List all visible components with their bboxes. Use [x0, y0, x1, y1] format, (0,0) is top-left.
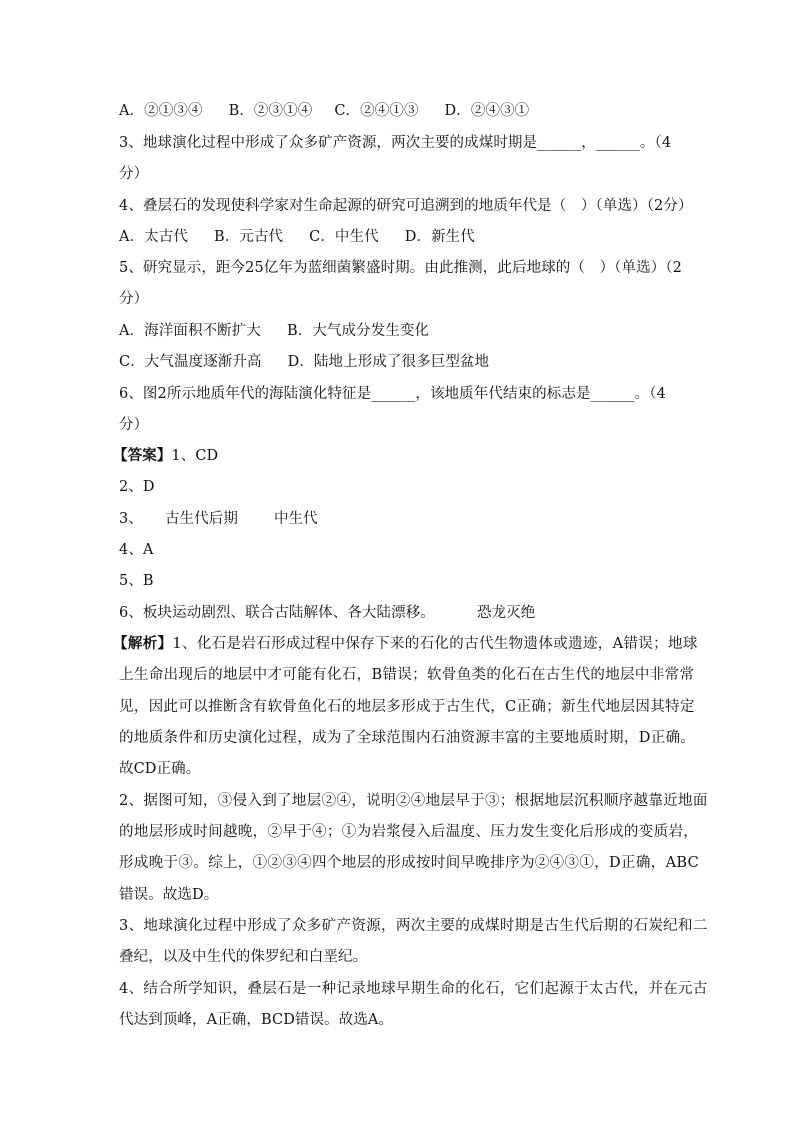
option-a: A．②①③④	[119, 103, 203, 119]
analysis-p1-line1	[113, 634, 698, 654]
option-b: B．大气成分发生变化	[286, 323, 430, 339]
q5-stem-line1: 5、研究显示，距今25亿年为蓝细菌繁盛时期。由此推测，此后地球的（ ）（单选）（2	[119, 260, 682, 276]
answer-6-part2: 恐龙灭绝	[476, 605, 536, 621]
analysis-p2-line1: 2、据图可知，③侵入到了地层②④，说明②④地层早于③；根据地层沉积顺序越靠近地面	[119, 793, 708, 809]
answer-5: 5、B	[119, 573, 154, 589]
option-a: A．太古代	[119, 229, 188, 245]
option-c: C．大气温度逐渐升高	[119, 354, 262, 370]
answer-4: 4、A	[119, 542, 154, 558]
option-b: B．②③①④	[228, 103, 313, 119]
answer-3-number: 3、	[119, 511, 143, 527]
analysis-p2-line3: 形成晚于③。综上，①②③④四个地层的形成按时间早晚排序为②④③①，D正确，ABC	[119, 855, 700, 871]
analysis-p2-line2: 的地层形成时间越晚，②早于④；①为岩浆侵入后温度、压力发生变化后形成的变质岩，	[119, 824, 699, 840]
analysis-p3-line2: 叠纪，以及中生代的侏罗纪和白垩纪。	[119, 949, 368, 965]
option-d: D．②④③①	[444, 103, 530, 119]
answer-3-part1: 古生代后期	[164, 511, 238, 527]
answer-a1-line	[113, 446, 673, 466]
analysis-p1-line4: 的地质条件和历史演化过程，成为了全球范围内石油资源丰富的主要地质时期，D正确。	[119, 730, 696, 746]
answer-label: 【答案】	[113, 447, 172, 464]
q5-options-row1	[119, 321, 679, 341]
analysis-p4-line2: 代达到顶峰，A正确，BCD错误。故选A。	[119, 1012, 394, 1028]
analysis-p1-line3: 见，因此可以推断含有软骨鱼化石的地层多形成于古生代，C正确；新生代地层因其特定	[119, 699, 695, 715]
answer-3-part2: 中生代	[273, 511, 318, 527]
q4-options	[119, 227, 679, 247]
option-b: B．元古代	[213, 229, 284, 245]
analysis-p1-line1-text: 1、化石是岩石形成过程中保存下来的石化的古代生物遗体或遗迹，A错误；地球	[172, 636, 698, 652]
answer-2: 2、D	[119, 479, 155, 495]
q5-stem-line2: 分）	[119, 291, 149, 307]
q2-options	[119, 101, 679, 121]
analysis-p2-line4: 错误。故选D。	[119, 887, 219, 903]
option-d: D．陆地上形成了很多巨型盆地	[287, 354, 490, 370]
option-c: C．中生代	[309, 229, 379, 245]
answer-1: 1、CD	[171, 448, 219, 464]
analysis-p1-line5: 故CD正确。	[119, 761, 201, 777]
answer-6-part1: 6、板块运动剧烈、联合古陆解体、各大陆漂移。	[119, 605, 435, 621]
option-d: D．新生代	[404, 229, 475, 245]
analysis-p1-line2: 上生命出现后的地层中才可能有化石，B错误；软骨鱼类的化石在古生代的地层中非常常	[119, 667, 695, 683]
answer-6-line	[119, 603, 679, 623]
option-c: C．②④①③	[334, 103, 419, 119]
analysis-p4-line1: 4、结合所学知识，叠层石是一种记录地球早期生命的化石，它们起源于太古代，并在元古	[119, 981, 708, 997]
q3-stem-line1: 3、地球演化过程中形成了众多矿产资源，两次主要的成煤时期是______，______。（4	[119, 135, 672, 151]
analysis-p3-line1: 3、地球演化过程中形成了众多矿产资源，两次主要的成煤时期是古生代后期的石炭纪和二	[119, 918, 708, 934]
answer-3-line	[119, 509, 679, 529]
q4-stem: 4、叠层石的发现使科学家对生命起源的研究可追溯到的地质年代是（ ）（单选）（2分）	[119, 198, 693, 214]
q6-stem-line1: 6、图2所示地质年代的海陆演化特征是______，该地质年代结束的标志是______。（4	[119, 386, 666, 402]
q6-stem-line2: 分）	[119, 417, 149, 433]
q5-options-row2	[119, 352, 679, 372]
analysis-label: 【解析】	[113, 635, 173, 652]
q3-stem-line2: 分）	[119, 166, 149, 182]
option-a: A．海洋面积不断扩大	[119, 323, 261, 339]
